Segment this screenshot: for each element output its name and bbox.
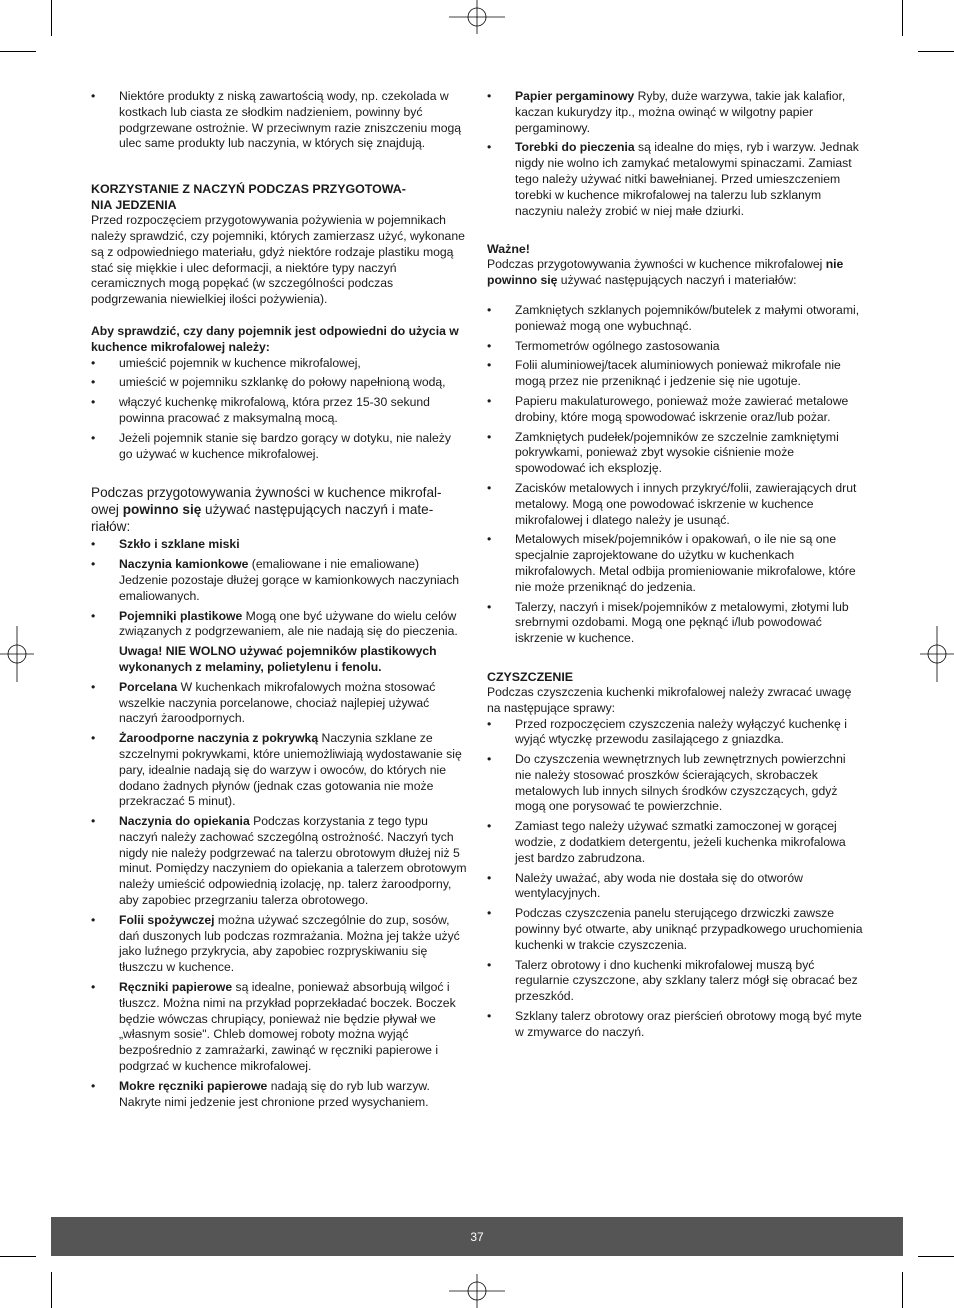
check-heading: Aby sprawdzić, czy dany pojemnik jest odpowiedni do użycia w kuchence mikrofalowej należy: (91, 323, 459, 354)
materials-list (487, 89, 863, 219)
crop-mark (902, 0, 903, 36)
crop-mark (0, 51, 36, 52)
check-list (91, 356, 467, 463)
list-item: • Talerz obrotowy i dno kuchenki mikrofalowej muszą być regularnie czyszczone, aby szklany talerz mógł się obracać bez przeszkód. (487, 958, 863, 1005)
list-item: • Torebki do pieczenia są idealne do mięs, ryb i warzyw. Jednak nigdy nie wolno ich zamykać metalowymi spinaczami. Zamiast tego należy używać nitki bawełnianej. Przed umieszczeniem torebki w kuchence mikrofalowej na talerzu lub szklanym naczyniu należy zrobić w niej małe dziurki. (487, 140, 863, 219)
list-item: • Naczynia do opiekania Podczas korzystania z tego typu naczyń należy zachować szczególną ostrożność. Naczyń tych nigdy nie należy podgrzewać na talerzu obrotowym dłużej niż 5 minut. Pomiędzy naczyniem do opiekania a talerzem obrotowym należy umieścić odpowiednią izolację, np. talerz żaroodporny, aby zapobiec przegrzaniu talerza obrotowego. (91, 814, 467, 909)
registration-mark-icon (447, 0, 507, 36)
page-number: 37 (470, 1229, 484, 1244)
list-item: • Należy uważać, aby woda nie dostała się do otworów wentylacyjnych. (487, 871, 863, 903)
list-item: • Jeżeli pojemnik stanie się bardzo gorący w dotyku, nie należy go używać w kuchence mikrofalowej. (91, 431, 467, 463)
crop-mark (918, 51, 954, 52)
list-item: • Przed rozpoczęciem czyszczenia należy wyłączyć kuchenkę i wyjąć wtyczkę przewodu zasilającego z gniazdka. (487, 717, 863, 749)
list-item: • Zamkniętych pudełek/pojemników ze szczelnie zamkniętymi pokrywkami, ponieważ zbyt wysokie ciśnienie może spowodować ich eksplozję. (487, 430, 863, 477)
paragraph: Podczas przygotowywania żywności w kuchence mikrofalowej nie powinno się używać następujących naczyń i materiałów: (487, 257, 844, 288)
intro-list (91, 89, 467, 152)
list-item: • Ręczniki papierowe są idealne, ponieważ absorbują wilgoć i tłuszcz. Można nimi na przykład poprzekładać boczek. Boczek będzie wówczas chrupiący, ponieważ nie będzie pływał we „własnym sosie". Chleb domowej roboty można wyjąć bezpośrednio z zamrażarki, zawinąć w ręczniki papierowe i podgrzać w kuchence mikrofalowej. (91, 980, 467, 1075)
cleaning-heading: CZYSZCZENIE (487, 669, 574, 684)
list-item: • Talerzy, naczyń i misek/pojemników z metalowymi, złotymi lub srebrnymi ozdobami. Mogą one pęknąć i/lub powodować iskrzenie w kuchence. (487, 600, 863, 647)
list-item: • Pojemniki plastikowe Mogą one być używane do wielu celów związanych z podgrzewaniem, ale nie nadają się do pieczenia. (91, 609, 467, 641)
registration-mark-icon (447, 1272, 507, 1308)
warning-note: Uwaga! NIE WOLNO używać pojemników plastikowych wykonanych z melaminy, polietylenu i fenolu. (119, 644, 437, 674)
list-item: • Folii spożywczej można używać szczególnie do zup, sosów, dań duszonych lub podczas rozmrażania. Można jej także użyć jako luźnego przykrycia, aby zapobiec rozpryskiwaniu się tłuszczu w kuchence. (91, 913, 467, 976)
list-item: • Naczynia kamionkowe (emaliowane i nie emaliowane) Jedzenie pozostaje dłużej gorące w kamionkowych naczyniach emaliowanych. (91, 557, 467, 604)
list-item: • Metalowych misek/pojemników i opakowań, o ile nie są one specjalnie zaprojektowane do użytku w kuchenkach mikrofalowych. Metal odbija promieniowanie mikrofalowe, które nie może przeniknąć do jedzenia. (487, 532, 863, 595)
right-column (487, 89, 863, 1041)
left-column (91, 89, 467, 1110)
cleaning-list (487, 717, 863, 1041)
important-heading: Ważne! (487, 242, 530, 257)
crop-mark (902, 1272, 903, 1308)
paragraph: Podczas przygotowywania żywności w kuchence mikrofal- owej powinno się używać następujących naczyń i mate- riałów: (91, 485, 442, 535)
paragraph: Podczas czyszczenia kuchenki mikrofalowej należy zwracać uwagę na następujące sprawy: (487, 684, 852, 715)
registration-mark-icon (0, 624, 36, 684)
list-item: • Folii aluminiowej/tacek aluminiowych ponieważ mikrofale nie mogą przez nie przeniknąć i jedzenie się nie ugotuje. (487, 358, 863, 390)
should-list-continued (91, 680, 467, 1111)
crop-mark (0, 1256, 36, 1257)
list-item: • Podczas czyszczenia panelu sterującego drzwiczki zawsze powinny być otwarte, aby uniknąć przypadkowego uruchomienia kuchenki w trakcie czyszczenia. (487, 906, 863, 953)
list-item: • Żaroodporne naczynia z pokrywką Naczynia szklane ze szczelnymi pokrywkami, które uniemożliwiają wydostawanie się pary, idealnie nadają się do warzyw i owoców, do których nie dodano żadnych płynów (jednak czas gotowania nie może przekraczać 5 minut). (91, 731, 467, 810)
list-item: • Do czyszczenia wewnętrznych lub zewnętrznych powierzchni nie należy stosować proszków ścierających, skrobaczek metalowych lub innych silnych środków czyszczących, gdyż mogą one porysować te powierzchnie. (487, 752, 863, 815)
list-item: • Mokre ręczniki papierowe nadają się do ryb lub warzyw. Nakryte nimi jedzenie jest chronione przed wysychaniem. (91, 1079, 467, 1111)
footer-bar (51, 1217, 903, 1256)
list-item: • Niektóre produkty z niską zawartością wody, np. czekolada w kostkach lub ciasta ze słodkim nadzieniem, powinny być podgrzewane ostrożnie. W przeciwnym razie zniszczeniu mogą ulec same produkty lub naczynia, w których się znajdują. (91, 89, 467, 152)
list-item: • Zamiast tego należy używać szmatki zamoczonej w gorącej wodzie, z dodatkiem detergentu, jeżeli kuchenka mikrofalowa jest bardzo zabrudzona. (487, 819, 863, 866)
list-item: • włączyć kuchenkę mikrofalową, która przez 15-30 sekund powinna pracować z maksymalną mocą. (91, 395, 467, 427)
list-item: • Termometrów ogólnego zastosowania (487, 339, 863, 355)
list-item: • Papier pergaminowy Ryby, duże warzywa, takie jak kalafior, kaczan kukurydzy itp., można owinąć w wilgotny papier pergaminowy. (487, 89, 863, 136)
list-item: • Zacisków metalowych i innych przykryć/folii, zawierających drut metalowy. Mogą one powodować iskrzenie w kuchence mikrofalowej i dlatego należy je usunąć. (487, 481, 863, 528)
paragraph: Przed rozpoczęciem przygotowywania pożywienia w pojemnikach należy sprawdzić, czy pojemniki, których zamierzasz użyć, wykonane są z odpowiedniego materiału, gdyż niektóre rodzaje plastiku mogą stać się miękkie i ulec deformacji, a niektóre typy naczyń ceramicznych mogą popękać (w szczególności podczas podgrzewania niewielkiej ilości pożywienia). (91, 213, 465, 307)
list-item: • umieścić w pojemniku szklankę do połowy napełnioną wodą, (91, 375, 467, 391)
should-list (91, 537, 467, 640)
crop-mark (51, 0, 52, 36)
crop-mark (51, 1272, 52, 1308)
section-heading: KORZYSTANIE Z NACZYŃ PODCZAS PRZYGOTOWA- NIA JEDZENIA (91, 182, 406, 213)
list-item: • umieścić pojemnik w kuchence mikrofalowej, (91, 356, 467, 372)
list-item: • Zamkniętych szklanych pojemników/butelek z małymi otworami, ponieważ mogą one wybuchnąć. (487, 303, 863, 335)
list-item: • Szklany talerz obrotowy oraz pierścień obrotowy mogą być myte w zmywarce do naczyń. (487, 1009, 863, 1041)
list-item: • Porcelana W kuchenkach mikrofalowych można stosować wszelkie naczynia porcelanowe, chociaż najlepiej używać naczyń żaroodpornych. (91, 680, 467, 727)
list-item: • Szkło i szklane miski (91, 537, 467, 553)
list-item: • Papieru makulaturowego, ponieważ może zawierać metalowe drobiny, które mogą spowodować iskrzenie oraz/lub pożar. (487, 394, 863, 426)
avoid-list (487, 303, 863, 647)
registration-mark-icon (918, 624, 954, 684)
crop-mark (918, 1256, 954, 1257)
